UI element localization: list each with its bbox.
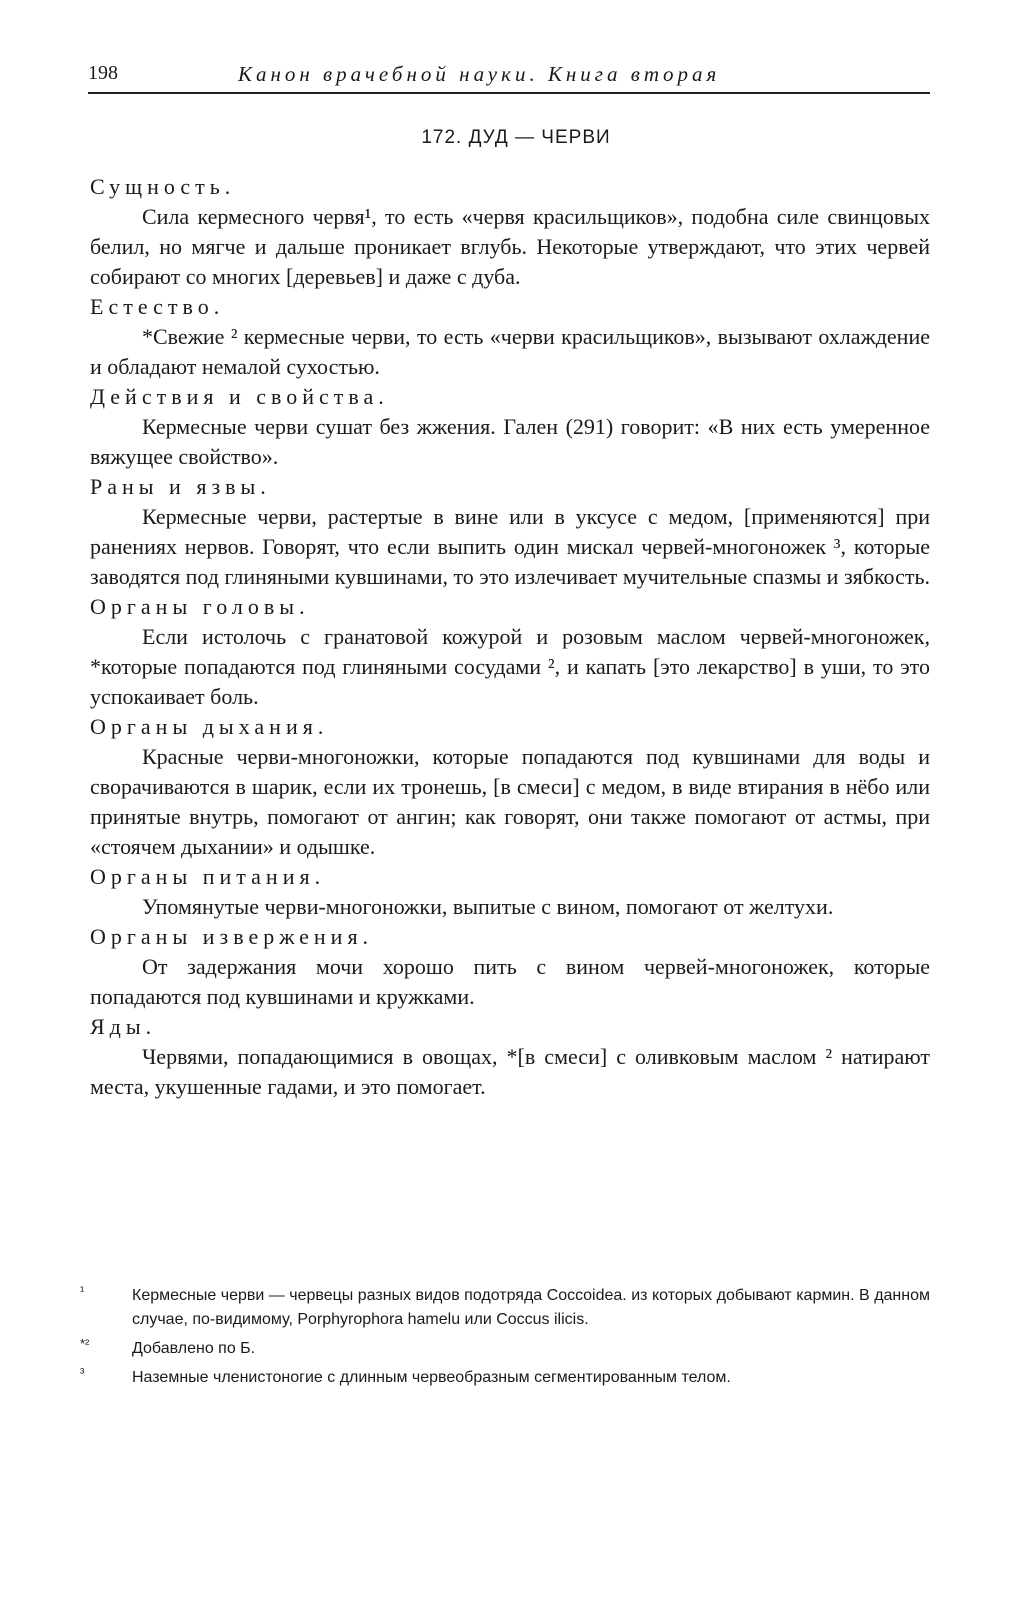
paragraph: Красные черви-многоножки, которые попадаются под кувшинами для воды и сворачиваются в шарик, если их тронешь, [в смеси] с медом, в виде втирания в нёбо или принятые внутрь, помогают от ангин; как говорят, они также помогают от астмы, при «стоячем дыхании» и одышке. [90,744,930,859]
footnote-mark: ¹ [80,1283,85,1298]
section-heading: Раны и язвы. [90,474,271,499]
paragraph: Кермесные черви сушат без жжения. Гален (291) говорит: «В них есть умеренное вяжущее свойство». [90,414,930,469]
paragraph: От задержания мочи хорошо пить с вином червей-многоножек, которые попадаются под кувшинами и кружками. [90,954,930,1009]
footnote-2 [80,1332,930,1361]
chapter-body [90,172,930,1102]
paragraph: Упомянутые черви-многоножки, выпитые с вином, помогают от желтухи. [142,894,834,919]
section-wounds [90,472,930,592]
section-heading: Органы головы. [90,594,310,619]
section-head-organs [90,592,930,712]
chapter-title: 172. ДУД — ЧЕРВИ [421,127,611,148]
section-heading: Естество. [90,294,225,319]
footnote-1 [80,1279,930,1332]
section-heading: Органы дыхания. [90,714,329,739]
paragraph: Сила кермесного червя¹, то есть «червя красильщиков», подобна силе свинцовых белил, но мягче и дальше проникает вглубь. Некоторые утверждают, что этих червей собирают со многих [деревьев] и даже с дуба. [90,204,930,289]
section-respiratory-organs [90,712,930,862]
footnotes [80,1279,930,1390]
section-heading: Действия и свойства. [90,384,389,409]
paragraph: *Свежие ² кермесные черви, то есть «черви красильщиков», вызывают охлаждение и обладают немалой сухостью. [90,324,930,379]
footnote-text: Наземные членистоногие с длинным червеобразным сегментированным телом. [132,1369,731,1386]
footnote-mark: *² [80,1336,90,1351]
section-heading: Органы извержения. [90,924,374,949]
section-heading: Яды. [90,1014,157,1039]
section-nature [90,292,930,382]
section-heading: Органы питания. [90,864,326,889]
footnote-mark: ³ [80,1365,85,1380]
page-number: 198 [88,62,118,84]
paragraph: Червями, попадающимися в овощах, *[в смеси] с оливковым маслом ² натирают места, укушенные гадами, и это помогает. [90,1044,930,1099]
section-essence [90,172,930,292]
footnote-text: Добавлено по Б. [132,1340,256,1357]
section-poisons [90,1012,930,1102]
footnote-3 [80,1361,930,1390]
section-excretory-organs [90,922,930,1012]
section-digestive-organs [90,862,930,922]
paragraph: Кермесные черви, растертые в вине или в уксусе с медом, [применяются] при ранениях нервов. Говорят, что если выпить один мискал червей-многоножек ³, которые заводятся под глиняными кувшинами, то это излечивает мучительные спазмы и зябкость. [90,504,930,589]
section-actions [90,382,930,472]
footnote-text: Кермесные черви — червецы разных видов подотряда Coccoidea. из которых добывают кармин. В данном случае, по-видимому, Porphyrophora hamelu или Coccus ilicis. [132,1287,930,1328]
running-header [88,60,930,94]
paragraph: Если истолочь с гранатовой кожурой и розовым маслом червей-многоножек, *которые попадаются под глиняными сосудами ², и капать [это лекарство] в уши, то это успокаивает боль. [90,624,930,709]
section-heading: Сущность. [90,174,236,199]
running-title: Канон врачебной науки. Книга вторая [238,62,721,86]
